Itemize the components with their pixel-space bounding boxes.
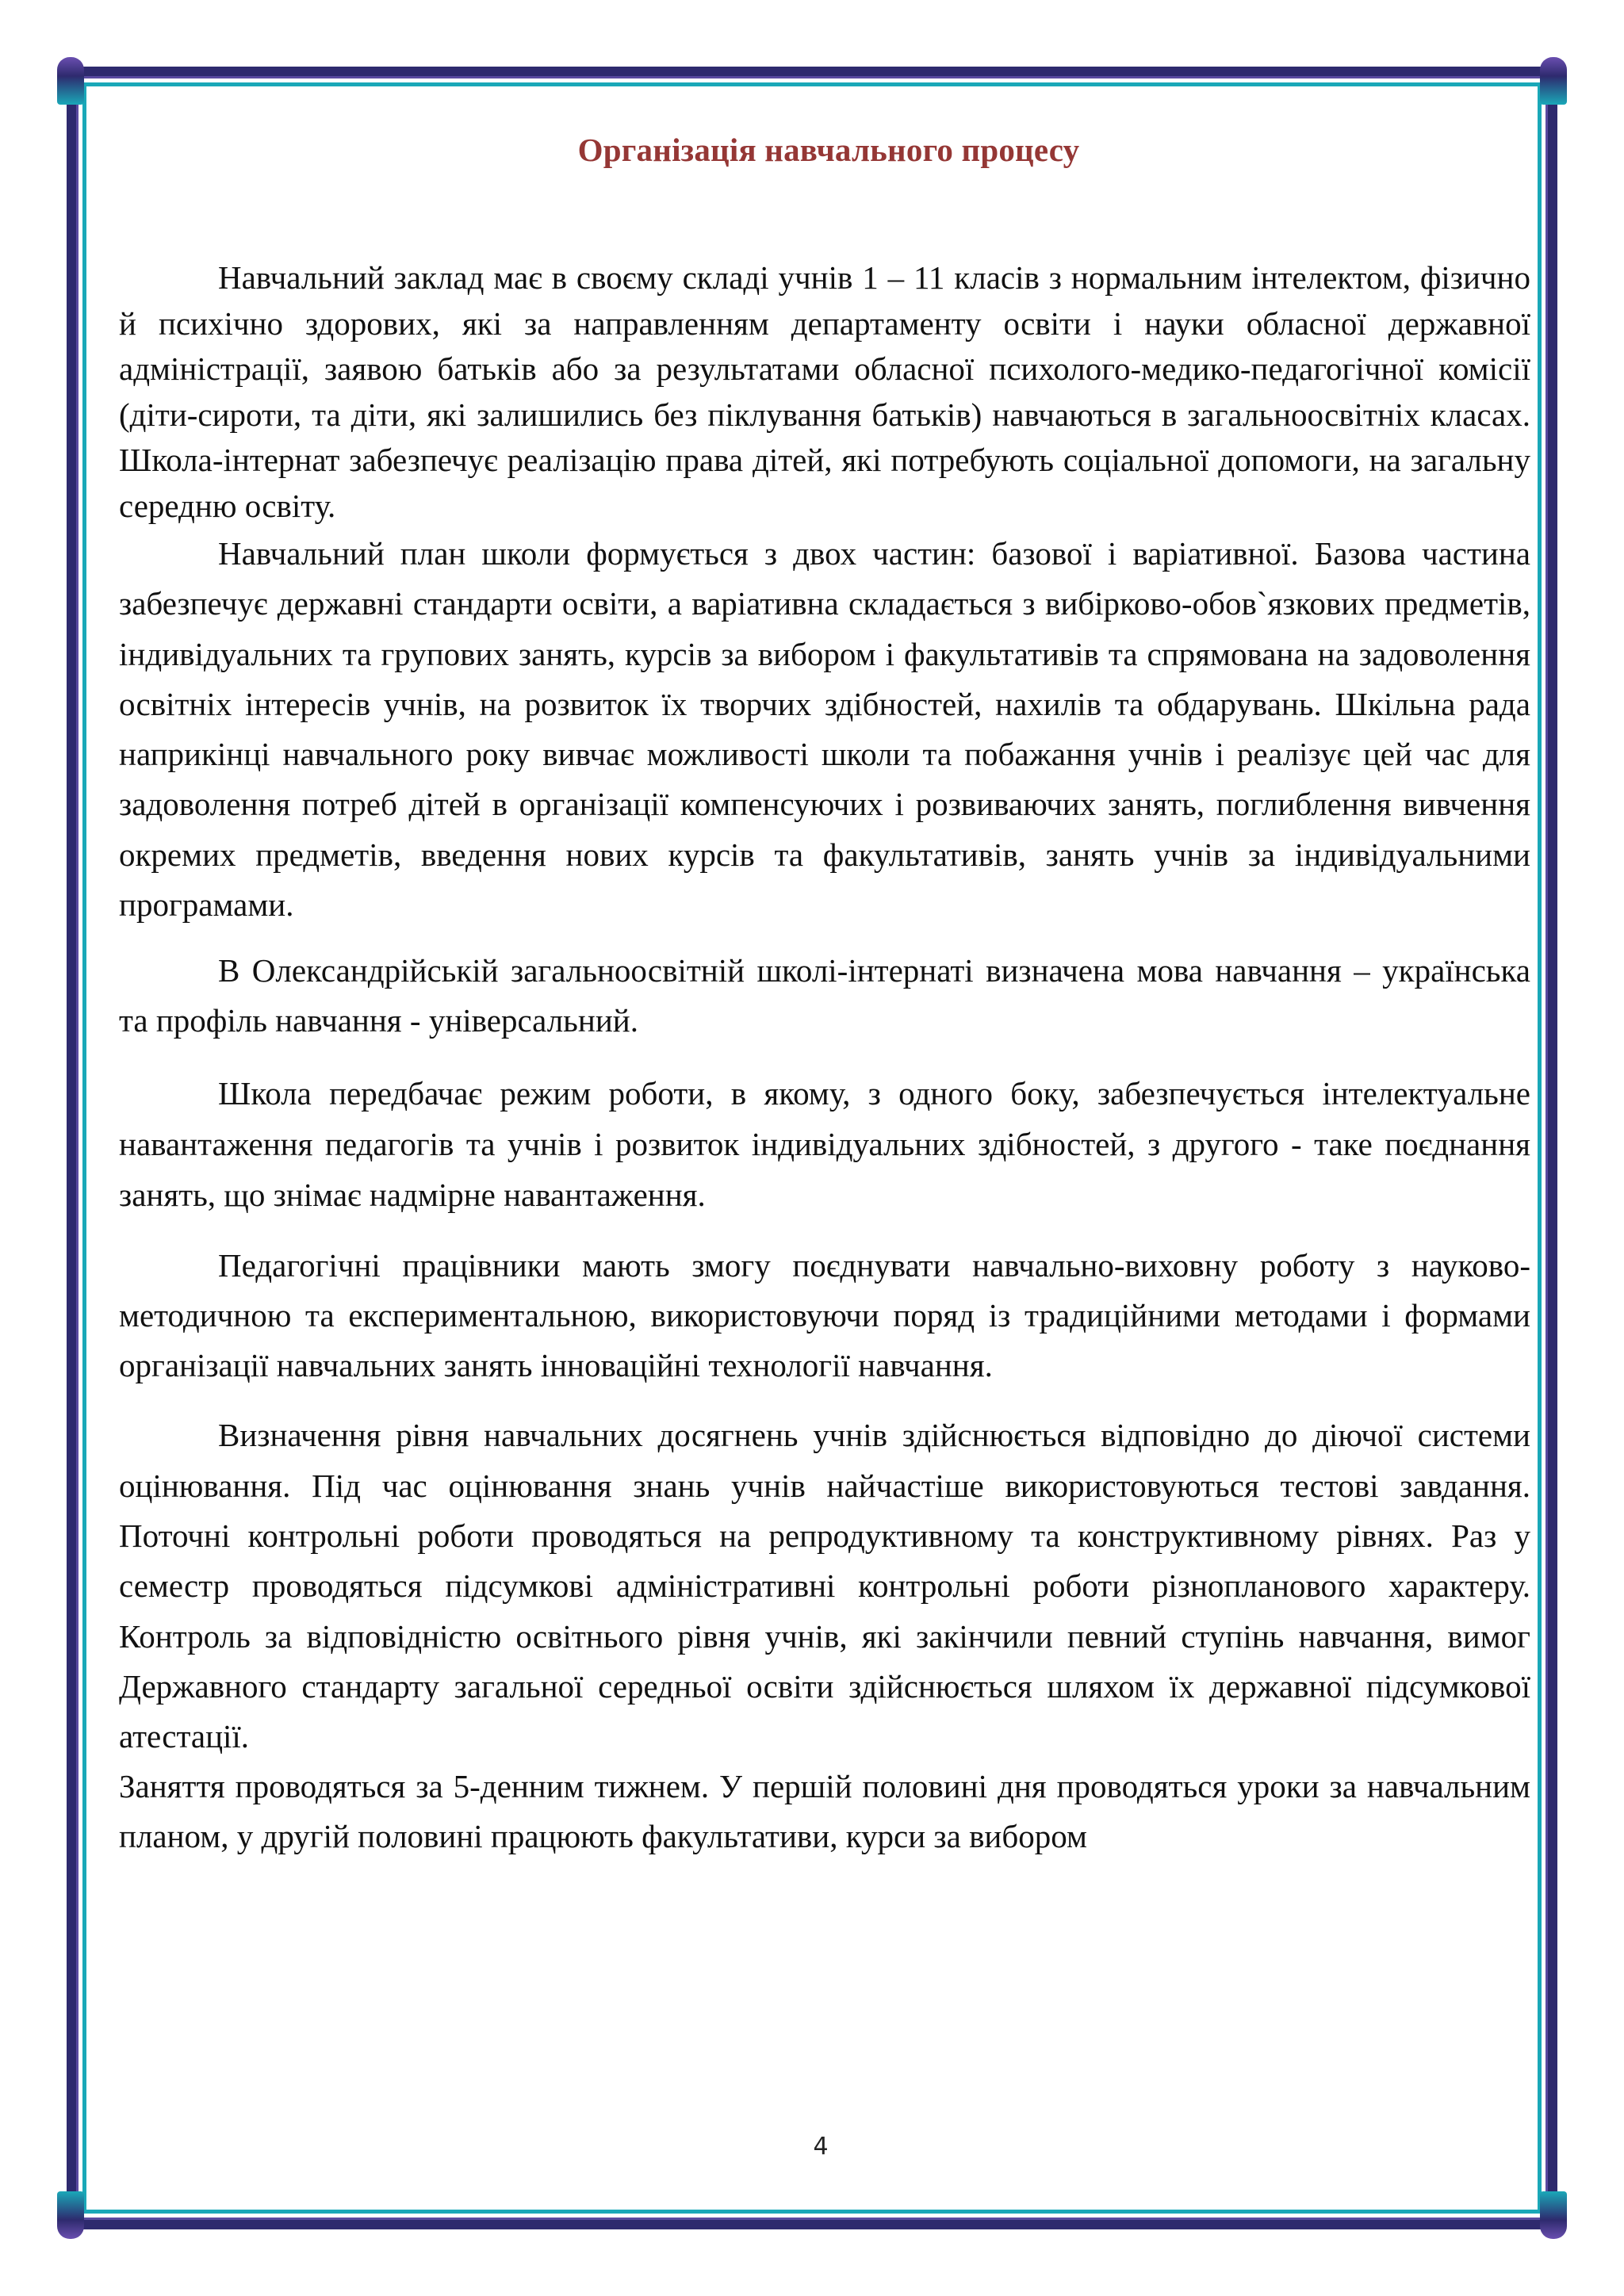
page-number: 4 (813, 2133, 829, 2160)
paragraph-work-mode: Школа передбачає режим роботи, в якому, з одного боку, забезпечується інтелектуальне навантаження педагогів та учнів і розвиток індивідуальних здібностей, з другого - таке поєднання занять, що знімає надмірне навантаження. (119, 1075, 1530, 1214)
paragraph-teachers: Педагогічні працівники мають змогу поєднувати навчально-виховну роботу з науково-методичною та експериментальною, використовуючи поряд із традиційними методами і формами організації навчальних занять інноваційні технології навчання. (119, 1247, 1530, 1384)
paragraph-student-composition: Навчальний заклад має в своєму складі учнів 1 – 11 класів з нормальним інтелектом, фізично й психічно здорових, які за направленням департаменту освіти і науки обласної державної адміністрації, заявою батьків або за результатами обласної психолого-медико-педагогічної комісії (діти-сироти, та діти, які залишились без піклування батьків) навчаються в загальноосвітніх класах. Школа-інтернат забезпечує реалізацію права дітей, які потребують соціальної допомоги, на загальну середню освіту. (119, 259, 1530, 524)
corner-ornament-top-left (57, 57, 84, 105)
corner-ornament-bottom-left (57, 2191, 84, 2239)
paragraph-language: В Олександрійській загальноосвітній школі-інтернаті визначена мова навчання – українська та профіль навчання - універсальний. (119, 952, 1530, 1039)
paragraph-assessment: Визначення рівня навчальних досягнень учнів здійснюється відповідно до діючої системи оцінювання. Під час оцінювання знань учнів найчастіше використовуються тестові завдання. Поточні контрольні роботи проводяться на репродуктивному та конструктивному рівнях. Раз у семестр проводяться підсумкові адміністративні контрольні роботи різнопланового характеру. Контроль за відповідністю освітнього рівня учнів, які закінчили певний ступінь навчання, вимог Державного стандарту загальної середньої освіти здійснюється шляхом їх державної підсумкової атестації. (119, 1417, 1530, 1755)
paragraph-schedule: Заняття проводяться за 5-денним тижнем. У першій половині дня проводяться уроки за навчальним планом, у другій половині працюють факультативи, курси за вибором (119, 1768, 1530, 1855)
corner-ornament-bottom-right (1540, 2191, 1567, 2239)
corner-ornament-top-right (1540, 57, 1567, 105)
page-title: Організація навчального процесу (577, 132, 1080, 168)
paragraph-curriculum: Навчальний план школи формується з двох частин: базової і варіативної. Базова частина забезпечує державні стандарти освіти, а варіативна складається з вибірково-обов`язкових предметів, індивідуальних та групових занять, курсів за вибором і факультативів та спрямована на задоволення освітніх інтересів учнів, на розвиток їх творчих здібностей, нахилів та обдарувань. Шкільна рада наприкінці навчального року вивчає можливості школи та побажання учнів і реалізує цей час для задоволення потреб дітей в організації компенсуючих і розвиваючих занять, поглиблення вивчення окремих предметів, введення нових курсів та факультативів, занять учнів за індивідуальними програмами. (119, 535, 1530, 924)
body-text (119, 255, 1530, 1862)
